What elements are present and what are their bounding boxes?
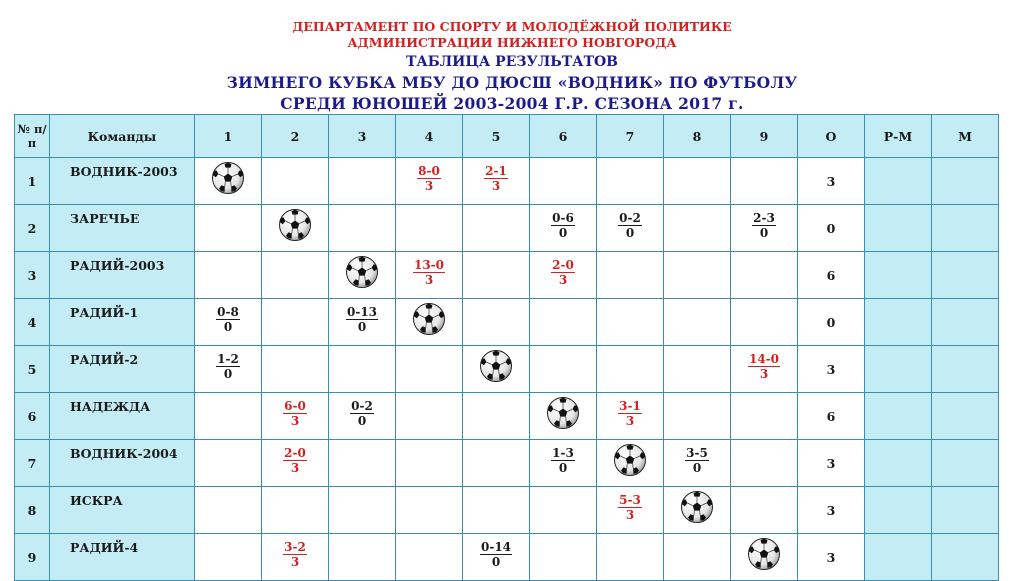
row-number: 9 [15,534,50,581]
empty-cell [463,252,530,299]
match-result-cell [530,440,597,487]
col-header-opp-6: 6 [530,115,597,158]
empty-cell [530,487,597,534]
match-points: 3 [424,179,434,193]
row-number: 6 [15,393,50,440]
col-header-opp-1: 1 [195,115,262,158]
place-cell [932,534,999,581]
diagonal-cell [530,393,597,440]
empty-cell [329,205,396,252]
soccer-ball-icon [478,349,514,386]
match-points: 3 [290,461,300,475]
match-score: 0-13 [346,305,378,319]
empty-cell [530,534,597,581]
match-result-cell [463,534,530,581]
soccer-ball-icon [612,443,648,480]
row-number: 1 [15,158,50,205]
goals-cell [865,393,932,440]
empty-cell [195,534,262,581]
soccer-ball-icon [746,537,782,574]
empty-cell [396,440,463,487]
match-score: 8-0 [418,164,440,178]
empty-cell [396,393,463,440]
empty-cell [329,534,396,581]
match-result [413,258,445,287]
match-result-cell [731,205,798,252]
match-points: 0 [692,461,702,475]
empty-cell [597,346,664,393]
diagonal-cell [329,252,396,299]
empty-cell [262,487,329,534]
match-points: 3 [290,555,300,569]
diagonal-cell [262,205,329,252]
results-table [14,114,999,581]
empty-cell [731,487,798,534]
empty-cell [597,158,664,205]
match-points: 0 [558,461,568,475]
col-header-num: № п/п [15,115,50,158]
empty-cell [396,346,463,393]
empty-cell [530,158,597,205]
empty-cell [329,440,396,487]
match-points: 0 [759,226,769,240]
table-row [15,158,999,205]
total-points: 3 [798,487,865,534]
match-result [484,164,508,193]
empty-cell [329,487,396,534]
col-header-opp-4: 4 [396,115,463,158]
team-name: ВОДНИК-2003 [50,158,195,205]
match-result [480,540,512,569]
team-name: РАДИЙ-2 [50,346,195,393]
header-department: ДЕПАРТАМЕНТ ПО СПОРТУ И МОЛОДЁЖНОЙ ПОЛИТИКЕ [292,19,732,34]
table-row [15,299,999,346]
empty-cell [731,393,798,440]
match-score: 2-1 [485,164,507,178]
diagonal-cell [597,440,664,487]
goals-cell [865,252,932,299]
match-score: 0-14 [480,540,512,554]
table-row [15,487,999,534]
match-points: 0 [357,414,367,428]
match-score: 5-3 [619,493,641,507]
col-header-team: Команды [50,115,195,158]
match-result-cell [195,346,262,393]
match-score: 6-0 [284,399,306,413]
diagonal-cell [195,158,262,205]
col-header-opp-2: 2 [262,115,329,158]
empty-cell [463,487,530,534]
match-result-cell [396,158,463,205]
row-number: 4 [15,299,50,346]
empty-cell [664,534,731,581]
row-number: 8 [15,487,50,534]
match-result [283,446,307,475]
team-name: НАДЕЖДА [50,393,195,440]
total-points: 3 [798,440,865,487]
empty-cell [664,346,731,393]
match-score: 3-5 [686,446,708,460]
match-result [346,305,378,334]
empty-cell [195,487,262,534]
match-points: 0 [491,555,501,569]
match-points: 0 [625,226,635,240]
empty-cell [463,440,530,487]
match-result-cell [262,534,329,581]
match-result-cell [329,393,396,440]
empty-cell [731,440,798,487]
row-number: 5 [15,346,50,393]
soccer-ball-icon [277,208,313,245]
match-points: 3 [558,273,568,287]
col-header-opp-3: 3 [329,115,396,158]
empty-cell [731,299,798,346]
total-points: 0 [798,299,865,346]
diagonal-cell [664,487,731,534]
empty-cell [329,346,396,393]
empty-cell [195,440,262,487]
empty-cell [664,205,731,252]
table-row [15,346,999,393]
table-header-row [15,115,999,158]
match-result [216,305,240,334]
match-result [551,211,575,240]
match-score: 3-2 [284,540,306,554]
match-points: 3 [625,414,635,428]
place-cell [932,440,999,487]
table-row [15,393,999,440]
empty-cell [664,252,731,299]
match-result-cell [329,299,396,346]
empty-cell [329,158,396,205]
match-result [350,399,374,428]
match-score: 0-2 [619,211,641,225]
place-cell [932,158,999,205]
col-header-points: О [798,115,865,158]
match-score: 2-0 [552,258,574,272]
match-result-cell [731,346,798,393]
match-score: 2-0 [284,446,306,460]
place-cell [932,346,999,393]
match-points: 0 [223,320,233,334]
place-cell [932,205,999,252]
match-points: 3 [759,367,769,381]
match-result [748,352,780,381]
place-cell [932,252,999,299]
total-points: 6 [798,393,865,440]
empty-cell [463,299,530,346]
empty-cell [195,252,262,299]
match-result-cell [597,205,664,252]
col-header-opp-9: 9 [731,115,798,158]
total-points: 3 [798,534,865,581]
row-number: 7 [15,440,50,487]
col-header-opp-8: 8 [664,115,731,158]
team-name: ИСКРА [50,487,195,534]
match-result [618,399,642,428]
cup-title: ЗИМНЕГО КУБКА МБУ ДО ДЮСШ «ВОДНИК» ПО ФУТБОЛУ [226,73,798,92]
match-result-cell [262,440,329,487]
goals-cell [865,205,932,252]
goals-cell [865,534,932,581]
match-result-cell [463,158,530,205]
match-result-cell [195,299,262,346]
match-result [417,164,441,193]
empty-cell [530,346,597,393]
col-header-opp-5: 5 [463,115,530,158]
match-result [618,493,642,522]
goals-cell [865,346,932,393]
col-header-opp-7: 7 [597,115,664,158]
match-score: 1-2 [217,352,239,366]
goals-cell [865,158,932,205]
goals-cell [865,440,932,487]
empty-cell [731,252,798,299]
empty-cell [597,299,664,346]
match-score: 0-2 [351,399,373,413]
place-cell [932,299,999,346]
match-result-cell [597,393,664,440]
table-row [15,534,999,581]
diagonal-cell [463,346,530,393]
match-result-cell [530,252,597,299]
team-name: РАДИЙ-1 [50,299,195,346]
soccer-ball-icon [344,255,380,292]
match-result-cell [262,393,329,440]
empty-cell [463,393,530,440]
match-points: 3 [491,179,501,193]
empty-cell [396,534,463,581]
team-name: ВОДНИК-2004 [50,440,195,487]
match-score: 14-0 [748,352,780,366]
empty-cell [530,299,597,346]
empty-cell [262,158,329,205]
match-result [551,258,575,287]
team-name: РАДИЙ-2003 [50,252,195,299]
match-score: 2-3 [753,211,775,225]
empty-cell [195,205,262,252]
match-points: 0 [223,367,233,381]
match-score: 3-1 [619,399,641,413]
empty-cell [195,393,262,440]
col-header-place: М [932,115,999,158]
empty-cell [396,205,463,252]
team-name: РАДИЙ-4 [50,534,195,581]
empty-cell [731,158,798,205]
team-name: ЗАРЕЧЬЕ [50,205,195,252]
match-result [685,446,709,475]
match-points: 0 [357,320,367,334]
place-cell [932,393,999,440]
match-result [283,399,307,428]
match-result [752,211,776,240]
empty-cell [664,299,731,346]
empty-cell [262,299,329,346]
empty-cell [262,252,329,299]
total-points: 6 [798,252,865,299]
soccer-ball-icon [411,302,447,339]
match-result [551,446,575,475]
soccer-ball-icon [210,161,246,198]
match-points: 3 [625,508,635,522]
row-number: 2 [15,205,50,252]
soccer-ball-icon [679,490,715,527]
total-points: 3 [798,158,865,205]
match-result-cell [530,205,597,252]
goals-cell [865,487,932,534]
empty-cell [396,487,463,534]
soccer-ball-icon [545,396,581,433]
empty-cell [463,205,530,252]
table-title: ТАБЛИЦА РЕЗУЛЬТАТОВ [405,54,619,70]
empty-cell [597,534,664,581]
place-cell [932,487,999,534]
match-score: 1-3 [552,446,574,460]
goals-cell [865,299,932,346]
empty-cell [597,252,664,299]
season-title: СРЕДИ ЮНОШЕЙ 2003-2004 Г.Р. СЕЗОНА 2017 г. [280,94,744,113]
match-score: 13-0 [413,258,445,272]
diagonal-cell [396,299,463,346]
match-result-cell [597,487,664,534]
empty-cell [664,158,731,205]
col-header-goals: Р-М [865,115,932,158]
match-result-cell [664,440,731,487]
empty-cell [664,393,731,440]
match-result-cell [396,252,463,299]
table-row [15,440,999,487]
diagonal-cell [731,534,798,581]
match-score: 0-8 [217,305,239,319]
match-result [618,211,642,240]
empty-cell [262,346,329,393]
match-score: 0-6 [552,211,574,225]
total-points: 0 [798,205,865,252]
header-administration: АДМИНИСТРАЦИИ НИЖНЕГО НОВГОРОДА [347,35,677,50]
match-result [216,352,240,381]
table-row [15,205,999,252]
match-points: 3 [424,273,434,287]
match-result [283,540,307,569]
table-row [15,252,999,299]
total-points: 3 [798,346,865,393]
match-points: 3 [290,414,300,428]
row-number: 3 [15,252,50,299]
match-points: 0 [558,226,568,240]
